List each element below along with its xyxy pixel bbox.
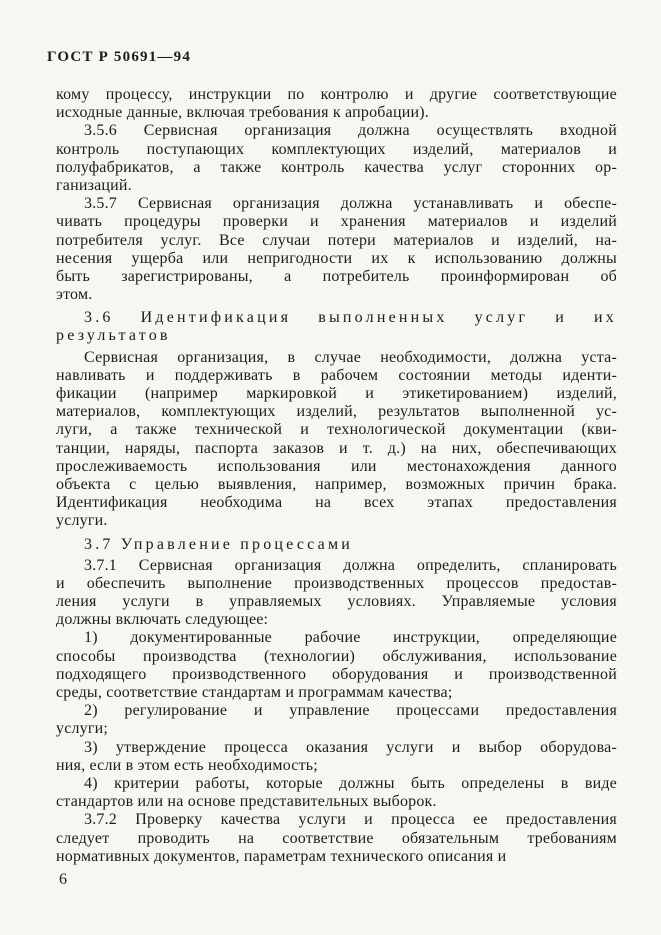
text-line: 3) утверждение процесса оказания услуги и выбор оборудова- — [84, 738, 617, 756]
section-heading — [56, 309, 617, 345]
paragraph — [56, 349, 617, 531]
text-line: ганизаций. — [56, 176, 132, 194]
paragraph — [56, 195, 617, 304]
text-line: материалов, комплектующих изделий, результатов выполненной ус- — [56, 403, 617, 421]
text-line: луги, а также технической и технологической документации (кви- — [56, 421, 617, 439]
text-line: следует проводить на соответствие обязательным требованиям — [56, 829, 617, 847]
text-line: нормативных документов, параметрам технического описания и — [56, 847, 507, 865]
paragraph — [56, 739, 617, 775]
text-line: 2) регулирование и управление процессами предоставления — [84, 702, 617, 720]
text-line: 3.5.7 Сервисная организация должна устанавливать и обеспе- — [84, 195, 617, 213]
text-line: навливать и поддерживать в рабочем состоянии методы иденти- — [56, 366, 617, 384]
text-line: услуги; — [56, 720, 109, 738]
page-number: 6 — [59, 870, 67, 888]
paragraph — [56, 557, 617, 630]
text-line: потребителя услуг. Все случаи потери материалов и изделий, на- — [56, 231, 617, 249]
paragraph — [56, 122, 617, 195]
paragraph — [56, 775, 617, 811]
text-line: быть зарегистрированы, а потребитель проинформирован об — [56, 267, 617, 285]
text-line: объекта с целью выявления, например, возможных причин брака. — [56, 475, 617, 493]
text-line: 3.7 Управление процессами — [84, 535, 354, 553]
text-line: 3.7.1 Сервисная организация должна определить, спланировать — [84, 556, 617, 574]
text-line: 1) документированные рабочие инструкции, определяющие — [84, 629, 617, 647]
text-line: услуги. — [56, 512, 108, 530]
text-line: несения ущерба или непригодности их к использованию должны — [56, 249, 617, 267]
text-line: исходные данные, включая требования к апробации). — [56, 104, 429, 122]
text-line: танции, наряды, паспорта заказов и т. д.) на них, обеспечивающих — [56, 439, 617, 457]
text-line: ния, если в этом есть необходимость; — [56, 756, 318, 774]
paragraph — [56, 702, 617, 738]
text-line: фикации (например маркировкой и этикетированием) изделий, — [56, 385, 617, 402]
text-line: полуфабрикатов, а также контроль качества услуг сторонних ор- — [56, 158, 617, 176]
paragraph — [56, 629, 617, 702]
text-line: 3.5.6 Сервисная организация должна осуществлять входной — [84, 122, 617, 140]
text-line: ления услуги в управляемых условиях. Управляемые условия — [56, 593, 617, 611]
text-line: кому процессу, инструкции по контролю и другие соответствующие — [56, 86, 617, 103]
text-line: 3.6 Идентификация выполненных услуг и их — [84, 309, 617, 327]
text-line: подходящего производственного оборудования и производственной — [56, 665, 617, 683]
text-line: 4) критерии работы, которые должны быть определены в виде — [84, 774, 617, 792]
text-line: контроль поступающих комплектующих изделий, материалов и — [56, 140, 617, 158]
text-line: способы производства (технологии) обслуживания, использование — [56, 647, 617, 665]
text-line: результатов — [56, 327, 171, 345]
paragraph — [56, 86, 617, 122]
text-line: и обеспечить выполнение производственных процессов предостав- — [56, 574, 617, 592]
text-line: среды, соответствие стандартам и программам качества; — [56, 684, 453, 701]
text-line: Идентификация необходима на всех этапах предоставления — [56, 494, 617, 512]
paragraph — [56, 811, 617, 866]
text-line: стандартов или на основе представительных выборок. — [56, 793, 437, 811]
document-code: ГОСТ Р 50691—94 — [47, 49, 192, 65]
text-line: чивать процедуры проверки и хранения материалов и изделий — [56, 213, 617, 231]
section-heading — [56, 536, 617, 554]
text-line: Сервисная организация, в случае необходимости, должна уста- — [84, 348, 617, 366]
text-line: этом. — [56, 286, 93, 304]
text-line: должны включать следующее: — [56, 611, 269, 629]
text-line: 3.7.2 Проверку качества услуги и процесса ее предоставления — [84, 811, 617, 829]
document-body — [56, 86, 617, 889]
text-line: прослеживаемость использования или местонахождения данного — [56, 457, 617, 475]
